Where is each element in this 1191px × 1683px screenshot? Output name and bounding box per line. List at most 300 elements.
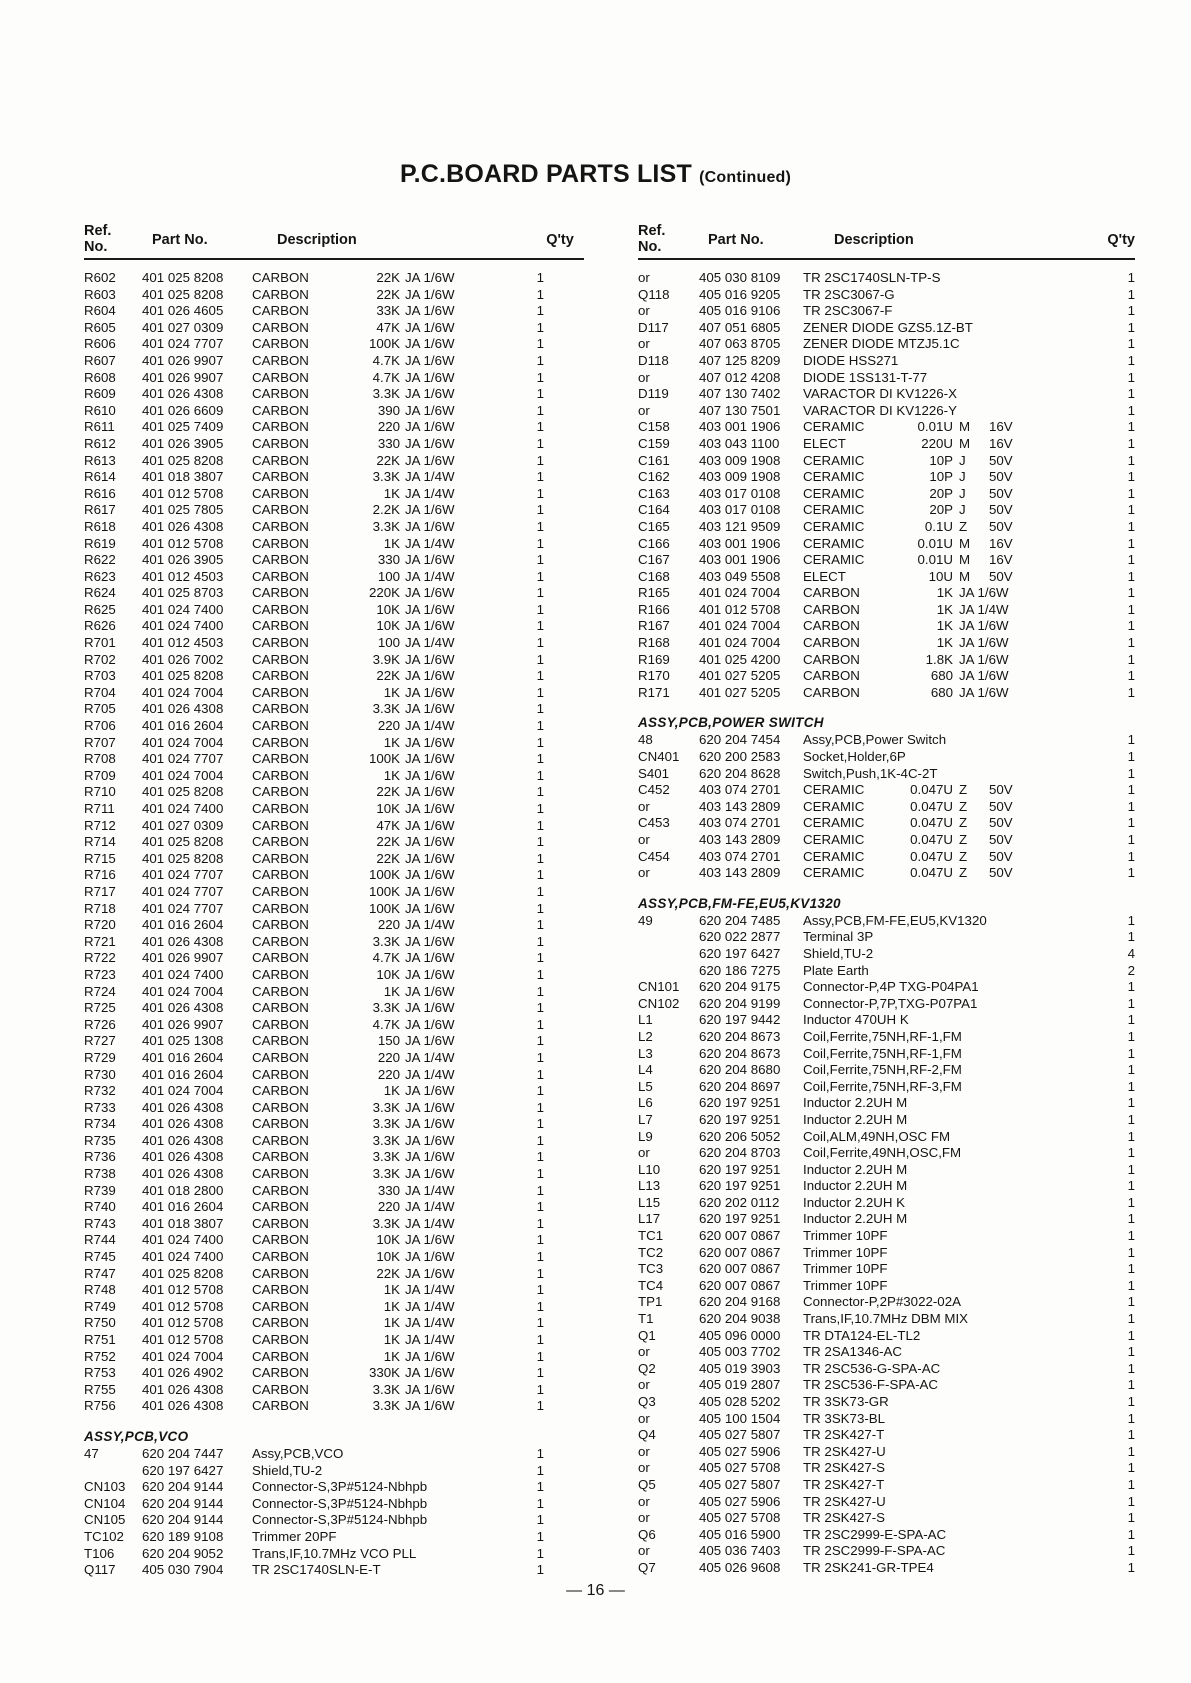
cell-val: 100K <box>368 867 400 883</box>
cell-val: 1K <box>383 684 400 700</box>
parts-row <box>84 386 584 403</box>
cell-desc: Coil,Ferrite,75NH,RF-1,FM <box>803 1028 962 1044</box>
cell-ref: L13 <box>638 1178 661 1194</box>
cell-ref: R617 <box>84 502 116 518</box>
cell-part: 405 030 8109 <box>699 270 781 285</box>
cell-desc: CERAMIC <box>803 782 865 798</box>
parts-row <box>84 884 584 901</box>
cell-val: 0.047U <box>910 815 953 831</box>
cell-qty: 1 <box>1127 929 1135 945</box>
cell-desc: CARBON <box>252 419 309 435</box>
parts-row <box>638 929 1135 946</box>
parts-row <box>84 403 584 420</box>
cell-ref: or <box>638 270 650 285</box>
cell-part: 401 024 7004 <box>142 767 224 783</box>
cell-part: 405 036 7403 <box>699 1543 781 1559</box>
cell-qty: 1 <box>1127 1244 1135 1260</box>
parts-row <box>638 766 1135 783</box>
cell-ref: TC2 <box>638 1244 664 1260</box>
parts-row <box>84 1116 584 1133</box>
cell-val: 1K <box>936 618 953 634</box>
parts-row <box>638 502 1135 519</box>
page-title <box>0 160 1191 189</box>
cell-part: 401 024 7004 <box>142 1348 224 1364</box>
cell-tol: Z <box>959 848 968 864</box>
cell-val: 220 <box>377 917 400 933</box>
cell-part: 620 197 9251 <box>699 1211 781 1227</box>
cell-tol: JA 1/6W <box>405 867 455 883</box>
cell-desc: TR 2SC2999-F-SPA-AC <box>803 1543 946 1559</box>
cell-part: 403 143 2809 <box>699 832 781 847</box>
cell-part: 401 026 4308 <box>142 1381 224 1397</box>
cell-desc: CERAMIC <box>803 552 865 568</box>
cell-desc: CARBON <box>252 817 309 833</box>
cell-part: 401 026 4308 <box>142 1149 224 1165</box>
cell-part: 620 197 9251 <box>699 1111 781 1127</box>
cell-desc: CARBON <box>252 734 309 750</box>
cell-desc: CERAMIC <box>803 502 865 518</box>
parts-row <box>84 602 584 619</box>
cell-volt: 50V <box>989 469 1013 485</box>
cell-ref: R618 <box>84 518 116 534</box>
cell-ref: R165 <box>638 585 670 601</box>
cell-tol: JA 1/6W <box>959 618 1009 634</box>
cell-desc: CARBON <box>252 618 309 634</box>
cell-desc: CARBON <box>252 1199 309 1215</box>
cell-desc: CARBON <box>252 651 309 667</box>
cell-part: 401 024 7707 <box>142 751 224 767</box>
cell-ref: or <box>638 1543 650 1559</box>
cell-part: 401 027 0309 <box>142 817 224 833</box>
cell-ref: L10 <box>638 1161 661 1177</box>
cell-ref: R750 <box>84 1315 116 1331</box>
parts-row <box>638 749 1135 766</box>
cell-tol: M <box>959 568 971 584</box>
cell-part: 403 001 1906 <box>699 419 781 435</box>
cell-tol: JA 1/6W <box>405 270 455 285</box>
cell-qty: 1 <box>536 1199 544 1215</box>
cell-qty: 1 <box>536 1049 544 1065</box>
cell-desc: Connector-S,3P#5124-Nbhpb <box>252 1495 428 1511</box>
cell-val: 100K <box>368 336 400 352</box>
parts-row <box>638 1261 1135 1278</box>
cell-part: 620 200 2583 <box>699 749 781 765</box>
cell-ref: R738 <box>84 1166 116 1182</box>
parts-row <box>84 768 584 785</box>
cell-desc: CARBON <box>252 933 309 949</box>
header-ref-no <box>638 223 665 255</box>
cell-tol: JA 1/6W <box>405 1083 455 1099</box>
cell-tol: JA 1/4W <box>959 601 1009 617</box>
cell-val: 1K <box>383 485 400 501</box>
cell-ref: or <box>638 1493 650 1509</box>
cell-desc: Inductor 2.2UH M <box>803 1178 908 1194</box>
cell-desc: Trimmer 10PF <box>803 1244 888 1260</box>
cell-qty: 1 <box>1127 535 1135 551</box>
cell-desc: Assy,PCB,FM-FE,EU5,KV1320 <box>803 912 987 928</box>
parts-row <box>84 1315 584 1332</box>
cell-qty: 1 <box>536 452 544 468</box>
cell-ref: or <box>638 1344 650 1360</box>
parts-row <box>84 1033 584 1050</box>
cell-val: 1K <box>383 1083 400 1099</box>
cell-qty: 1 <box>1127 1045 1135 1061</box>
cell-tol: JA 1/6W <box>405 651 455 667</box>
cell-qty: 1 <box>536 635 544 651</box>
cell-desc: CARBON <box>252 1232 309 1248</box>
cell-ref: L1 <box>638 1012 653 1028</box>
cell-tol: JA 1/4W <box>405 1199 455 1215</box>
cell-ref: T1 <box>638 1311 654 1327</box>
cell-desc: Inductor 2.2UH M <box>803 1211 908 1227</box>
cell-qty: 1 <box>536 1182 544 1198</box>
cell-desc: CERAMIC <box>803 419 865 435</box>
cell-volt: 50V <box>989 832 1013 847</box>
cell-qty: 1 <box>1127 552 1135 568</box>
cell-val: 0.01U <box>917 535 953 551</box>
cell-tol: JA 1/4W <box>405 1215 455 1231</box>
cell-val: 22K <box>376 286 400 302</box>
cell-part: 620 204 8680 <box>699 1062 781 1078</box>
cell-ref: or <box>638 1410 650 1426</box>
cell-part: 401 025 7805 <box>142 502 224 518</box>
cell-part: 620 197 9251 <box>699 1095 781 1111</box>
cell-part: 401 024 7004 <box>699 618 781 634</box>
cell-part: 401 016 2604 <box>142 1199 224 1215</box>
parts-row <box>638 1112 1135 1129</box>
cell-desc: Coil,Ferrite,75NH,RF-3,FM <box>803 1078 962 1094</box>
cell-volt: 50V <box>989 798 1013 814</box>
right-column <box>638 222 1135 1577</box>
cell-part: 401 024 7400 <box>142 1232 224 1248</box>
cell-qty: 1 <box>1127 1460 1135 1476</box>
parts-row <box>84 502 584 519</box>
cell-part: 401 026 4308 <box>142 1116 224 1132</box>
parts-row <box>638 1477 1135 1494</box>
cell-qty: 1 <box>1127 782 1135 798</box>
cell-part: 620 007 0867 <box>699 1277 781 1293</box>
cell-desc: CERAMIC <box>803 518 865 534</box>
cell-tol: JA 1/4W <box>405 917 455 933</box>
cell-ref: R171 <box>638 684 670 700</box>
cell-part: 620 197 9251 <box>699 1178 781 1194</box>
cell-val: 150 <box>377 1033 400 1049</box>
cell-part: 401 026 3905 <box>142 552 224 568</box>
cell-qty: 1 <box>536 369 544 385</box>
cell-ref: R613 <box>84 452 116 468</box>
parts-row <box>638 1411 1135 1428</box>
cell-val: 3.3K <box>372 1132 400 1148</box>
cell-ref: R602 <box>84 270 116 285</box>
cell-qty: 1 <box>536 1512 544 1528</box>
cell-tol: JA 1/6W <box>405 784 455 800</box>
parts-row <box>84 585 584 602</box>
cell-ref: R167 <box>638 618 670 634</box>
cell-qty: 4 <box>1127 945 1135 961</box>
parts-row <box>84 320 584 337</box>
cell-val: 20P <box>929 485 953 501</box>
cell-desc: Inductor 470UH K <box>803 1012 909 1028</box>
cell-part: 620 007 0867 <box>699 1261 781 1277</box>
cell-part: 401 026 4308 <box>142 1000 224 1016</box>
parts-row <box>638 635 1135 652</box>
cell-val: 22K <box>376 668 400 684</box>
cell-tol: JA 1/6W <box>405 1132 455 1148</box>
cell-qty: 1 <box>536 950 544 966</box>
cell-tol: JA 1/6W <box>405 1149 455 1165</box>
parts-row <box>84 453 584 470</box>
cell-ref: C168 <box>638 568 670 584</box>
cell-tol: JA 1/6W <box>405 684 455 700</box>
cell-qty: 1 <box>1127 798 1135 814</box>
cell-desc: Switch,Push,1K-4C-2T <box>803 765 938 781</box>
parts-row <box>84 1562 584 1579</box>
cell-val: 10K <box>376 801 400 816</box>
cell-desc: TR 2SC3067-G <box>803 286 895 302</box>
cell-val: 10K <box>376 618 400 634</box>
header-description: Description <box>277 232 357 248</box>
cell-desc: CARBON <box>252 502 309 518</box>
cell-part: 401 026 9907 <box>142 352 224 368</box>
cell-ref: R749 <box>84 1298 116 1314</box>
cell-qty: 1 <box>536 1265 544 1281</box>
cell-desc: Coil,Ferrite,75NH,RF-1,FM <box>803 1045 962 1061</box>
cell-qty: 1 <box>536 1365 544 1381</box>
cell-part: 401 025 8208 <box>142 286 224 302</box>
cell-desc: CARBON <box>252 1265 309 1281</box>
cell-desc: TR 2SK427-S <box>803 1510 886 1526</box>
cell-tol: JA 1/6W <box>405 435 455 451</box>
cell-qty: 1 <box>536 1315 544 1331</box>
cell-val: 220 <box>377 419 400 435</box>
cell-part: 405 019 2807 <box>699 1377 781 1393</box>
cell-ref: C167 <box>638 552 670 568</box>
cell-desc: CARBON <box>252 1381 309 1397</box>
parts-row <box>638 1162 1135 1179</box>
cell-ref: R625 <box>84 601 116 617</box>
cell-ref: or <box>638 1145 650 1161</box>
cell-ref: C159 <box>638 435 670 451</box>
parts-row <box>84 984 584 1001</box>
parts-row <box>84 1479 584 1496</box>
cell-part: 403 017 0108 <box>699 485 781 501</box>
cell-desc: ELECT <box>803 435 846 451</box>
cell-val: 3.3K <box>372 701 400 717</box>
cell-qty: 1 <box>1127 419 1135 435</box>
cell-desc: CARBON <box>252 469 309 485</box>
parts-row <box>638 436 1135 453</box>
cell-ref: L6 <box>638 1095 653 1111</box>
cell-qty: 1 <box>536 1116 544 1132</box>
cell-qty: 1 <box>1127 452 1135 468</box>
cell-part: 401 012 5708 <box>142 1332 224 1347</box>
cell-ref: or <box>638 1377 650 1393</box>
cell-part: 620 204 9144 <box>142 1512 224 1528</box>
cell-tol: JA 1/6W <box>405 767 455 783</box>
cell-part: 401 018 3807 <box>142 1215 224 1231</box>
cell-val: 1K <box>383 1282 400 1298</box>
cell-qty: 1 <box>536 933 544 949</box>
cell-val: 1K <box>936 635 953 651</box>
parts-row <box>638 618 1135 635</box>
cell-qty: 1 <box>1127 749 1135 765</box>
title-main: P.C.BOARD PARTS LIST <box>399 160 692 188</box>
cell-part: 401 025 1308 <box>142 1033 224 1049</box>
cell-desc: CERAMIC <box>803 815 865 831</box>
cell-qty: 1 <box>536 1545 544 1561</box>
cell-qty: 1 <box>536 917 544 933</box>
cell-tol: J <box>959 485 966 501</box>
cell-val: 1K <box>383 1298 400 1314</box>
cell-ref: CN102 <box>638 995 680 1011</box>
cell-qty: 1 <box>536 568 544 584</box>
parts-row <box>84 1266 584 1283</box>
cell-desc: CARBON <box>803 668 860 684</box>
cell-desc: CARBON <box>252 635 309 651</box>
parts-row <box>638 303 1135 320</box>
cell-val: 100 <box>377 635 400 651</box>
parts-row <box>84 1282 584 1299</box>
parts-row <box>84 1496 584 1513</box>
cell-part: 401 026 4308 <box>142 386 224 402</box>
cell-desc: Inductor 2.2UH K <box>803 1194 905 1210</box>
cell-part: 401 026 4308 <box>142 518 224 534</box>
cell-part: 620 197 9251 <box>699 1161 781 1177</box>
parts-row <box>84 419 584 436</box>
cell-qty: 1 <box>536 435 544 451</box>
cell-part: 401 024 7004 <box>142 734 224 750</box>
cell-tol: M <box>959 552 971 568</box>
cell-qty: 1 <box>1127 848 1135 864</box>
cell-val: 4.7K <box>372 1016 400 1032</box>
cell-desc: CARBON <box>252 369 309 385</box>
parts-row <box>84 1398 584 1415</box>
cell-desc: CARBON <box>252 801 309 816</box>
cell-desc: CARBON <box>803 601 860 617</box>
cell-part: 401 024 7400 <box>142 966 224 982</box>
cell-ref: R605 <box>84 319 116 335</box>
parts-row <box>84 1067 584 1084</box>
cell-part: 620 007 0867 <box>699 1228 781 1244</box>
cell-desc: Inductor 2.2UH M <box>803 1095 908 1111</box>
header-description: Description <box>834 232 914 248</box>
cell-val: 10K <box>376 966 400 982</box>
parts-row <box>638 370 1135 387</box>
cell-tol: JA 1/6W <box>405 319 455 335</box>
parts-row <box>84 303 584 320</box>
left-parts-list <box>84 270 584 1579</box>
cell-ref: TP1 <box>638 1294 663 1310</box>
cell-qty: 1 <box>1127 1028 1135 1044</box>
cell-tol: JA 1/6W <box>405 701 455 717</box>
cell-ref: R717 <box>84 883 116 899</box>
cell-qty: 1 <box>1127 1394 1135 1409</box>
cell-desc: Coil,Ferrite,49NH,OSC,FM <box>803 1145 962 1161</box>
cell-qty: 1 <box>536 801 544 816</box>
cell-ref: R706 <box>84 718 116 734</box>
cell-tol: JA 1/6W <box>405 386 455 402</box>
cell-desc: CARBON <box>252 1215 309 1231</box>
cell-val: 22K <box>376 270 400 285</box>
cell-tol: JA 1/6W <box>405 900 455 916</box>
cell-tol: JA 1/6W <box>405 1116 455 1132</box>
cell-ref: TC4 <box>638 1277 664 1293</box>
parts-row <box>638 963 1135 980</box>
cell-desc: CARBON <box>252 983 309 999</box>
parts-row <box>84 1000 584 1017</box>
cell-part: 401 024 7004 <box>699 585 781 601</box>
cell-ref: R709 <box>84 767 116 783</box>
cell-val: 22K <box>376 784 400 800</box>
parts-row <box>638 685 1135 702</box>
cell-desc: TR 2SC3067-F <box>803 303 893 319</box>
cell-qty: 1 <box>536 751 544 767</box>
cell-desc: Assy,PCB,VCO <box>252 1445 344 1461</box>
parts-row <box>638 1062 1135 1079</box>
parts-row <box>84 1446 584 1463</box>
cell-desc: CERAMIC <box>803 485 865 501</box>
cell-ref: R729 <box>84 1049 116 1065</box>
cell-part: 620 204 8628 <box>699 765 781 781</box>
cell-desc: CERAMIC <box>803 832 865 847</box>
cell-ref: R170 <box>638 668 670 684</box>
cell-tol: JA 1/6W <box>405 1265 455 1281</box>
cell-desc: CARBON <box>252 834 309 850</box>
cell-tol: JA 1/6W <box>959 585 1009 601</box>
cell-ref: R169 <box>638 651 670 667</box>
cell-qty: 1 <box>1127 502 1135 518</box>
cell-tol: JA 1/6W <box>959 635 1009 651</box>
cell-tol: Z <box>959 865 968 881</box>
cell-part: 405 100 1504 <box>699 1410 781 1426</box>
cell-ref: or <box>638 369 650 385</box>
cell-ref: R701 <box>84 635 116 651</box>
page-number: — 16 — <box>566 1582 625 1599</box>
parts-row <box>638 1344 1135 1361</box>
cell-desc: Assy,PCB,Power Switch <box>803 732 947 748</box>
cell-part: 401 026 4605 <box>142 303 224 319</box>
section-heading <box>84 1427 584 1446</box>
cell-volt: 50V <box>989 502 1013 518</box>
cell-qty: 1 <box>1127 1145 1135 1161</box>
parts-row <box>638 1494 1135 1511</box>
cell-tol: JA 1/4W <box>405 1332 455 1347</box>
cell-qty: 1 <box>1127 684 1135 700</box>
cell-part: 407 063 8705 <box>699 336 781 352</box>
cell-tol: JA 1/4W <box>405 1049 455 1065</box>
cell-part: 620 204 7454 <box>699 732 781 748</box>
cell-val: 3.3K <box>372 1000 400 1016</box>
cell-val: 3.3K <box>372 933 400 949</box>
cell-tol: JA 1/4W <box>405 718 455 734</box>
cell-volt: 50V <box>989 815 1013 831</box>
cell-part: 620 204 9175 <box>699 979 781 995</box>
cell-desc: CARBON <box>252 601 309 617</box>
cell-part: 401 026 4308 <box>142 1398 224 1414</box>
cell-part: 401 024 7004 <box>699 635 781 651</box>
cell-ref: Q5 <box>638 1476 656 1492</box>
cell-ref: R619 <box>84 535 116 551</box>
cell-desc: Connector-P,4P TXG-P04PA1 <box>803 979 979 995</box>
parts-row <box>84 818 584 835</box>
cell-qty: 1 <box>536 983 544 999</box>
cell-tol: JA 1/6W <box>405 1033 455 1049</box>
cell-tol: J <box>959 502 966 518</box>
cell-qty: 1 <box>1127 1211 1135 1227</box>
cell-qty: 1 <box>1127 912 1135 928</box>
parts-row <box>638 1178 1135 1195</box>
cell-qty: 1 <box>1127 1062 1135 1078</box>
